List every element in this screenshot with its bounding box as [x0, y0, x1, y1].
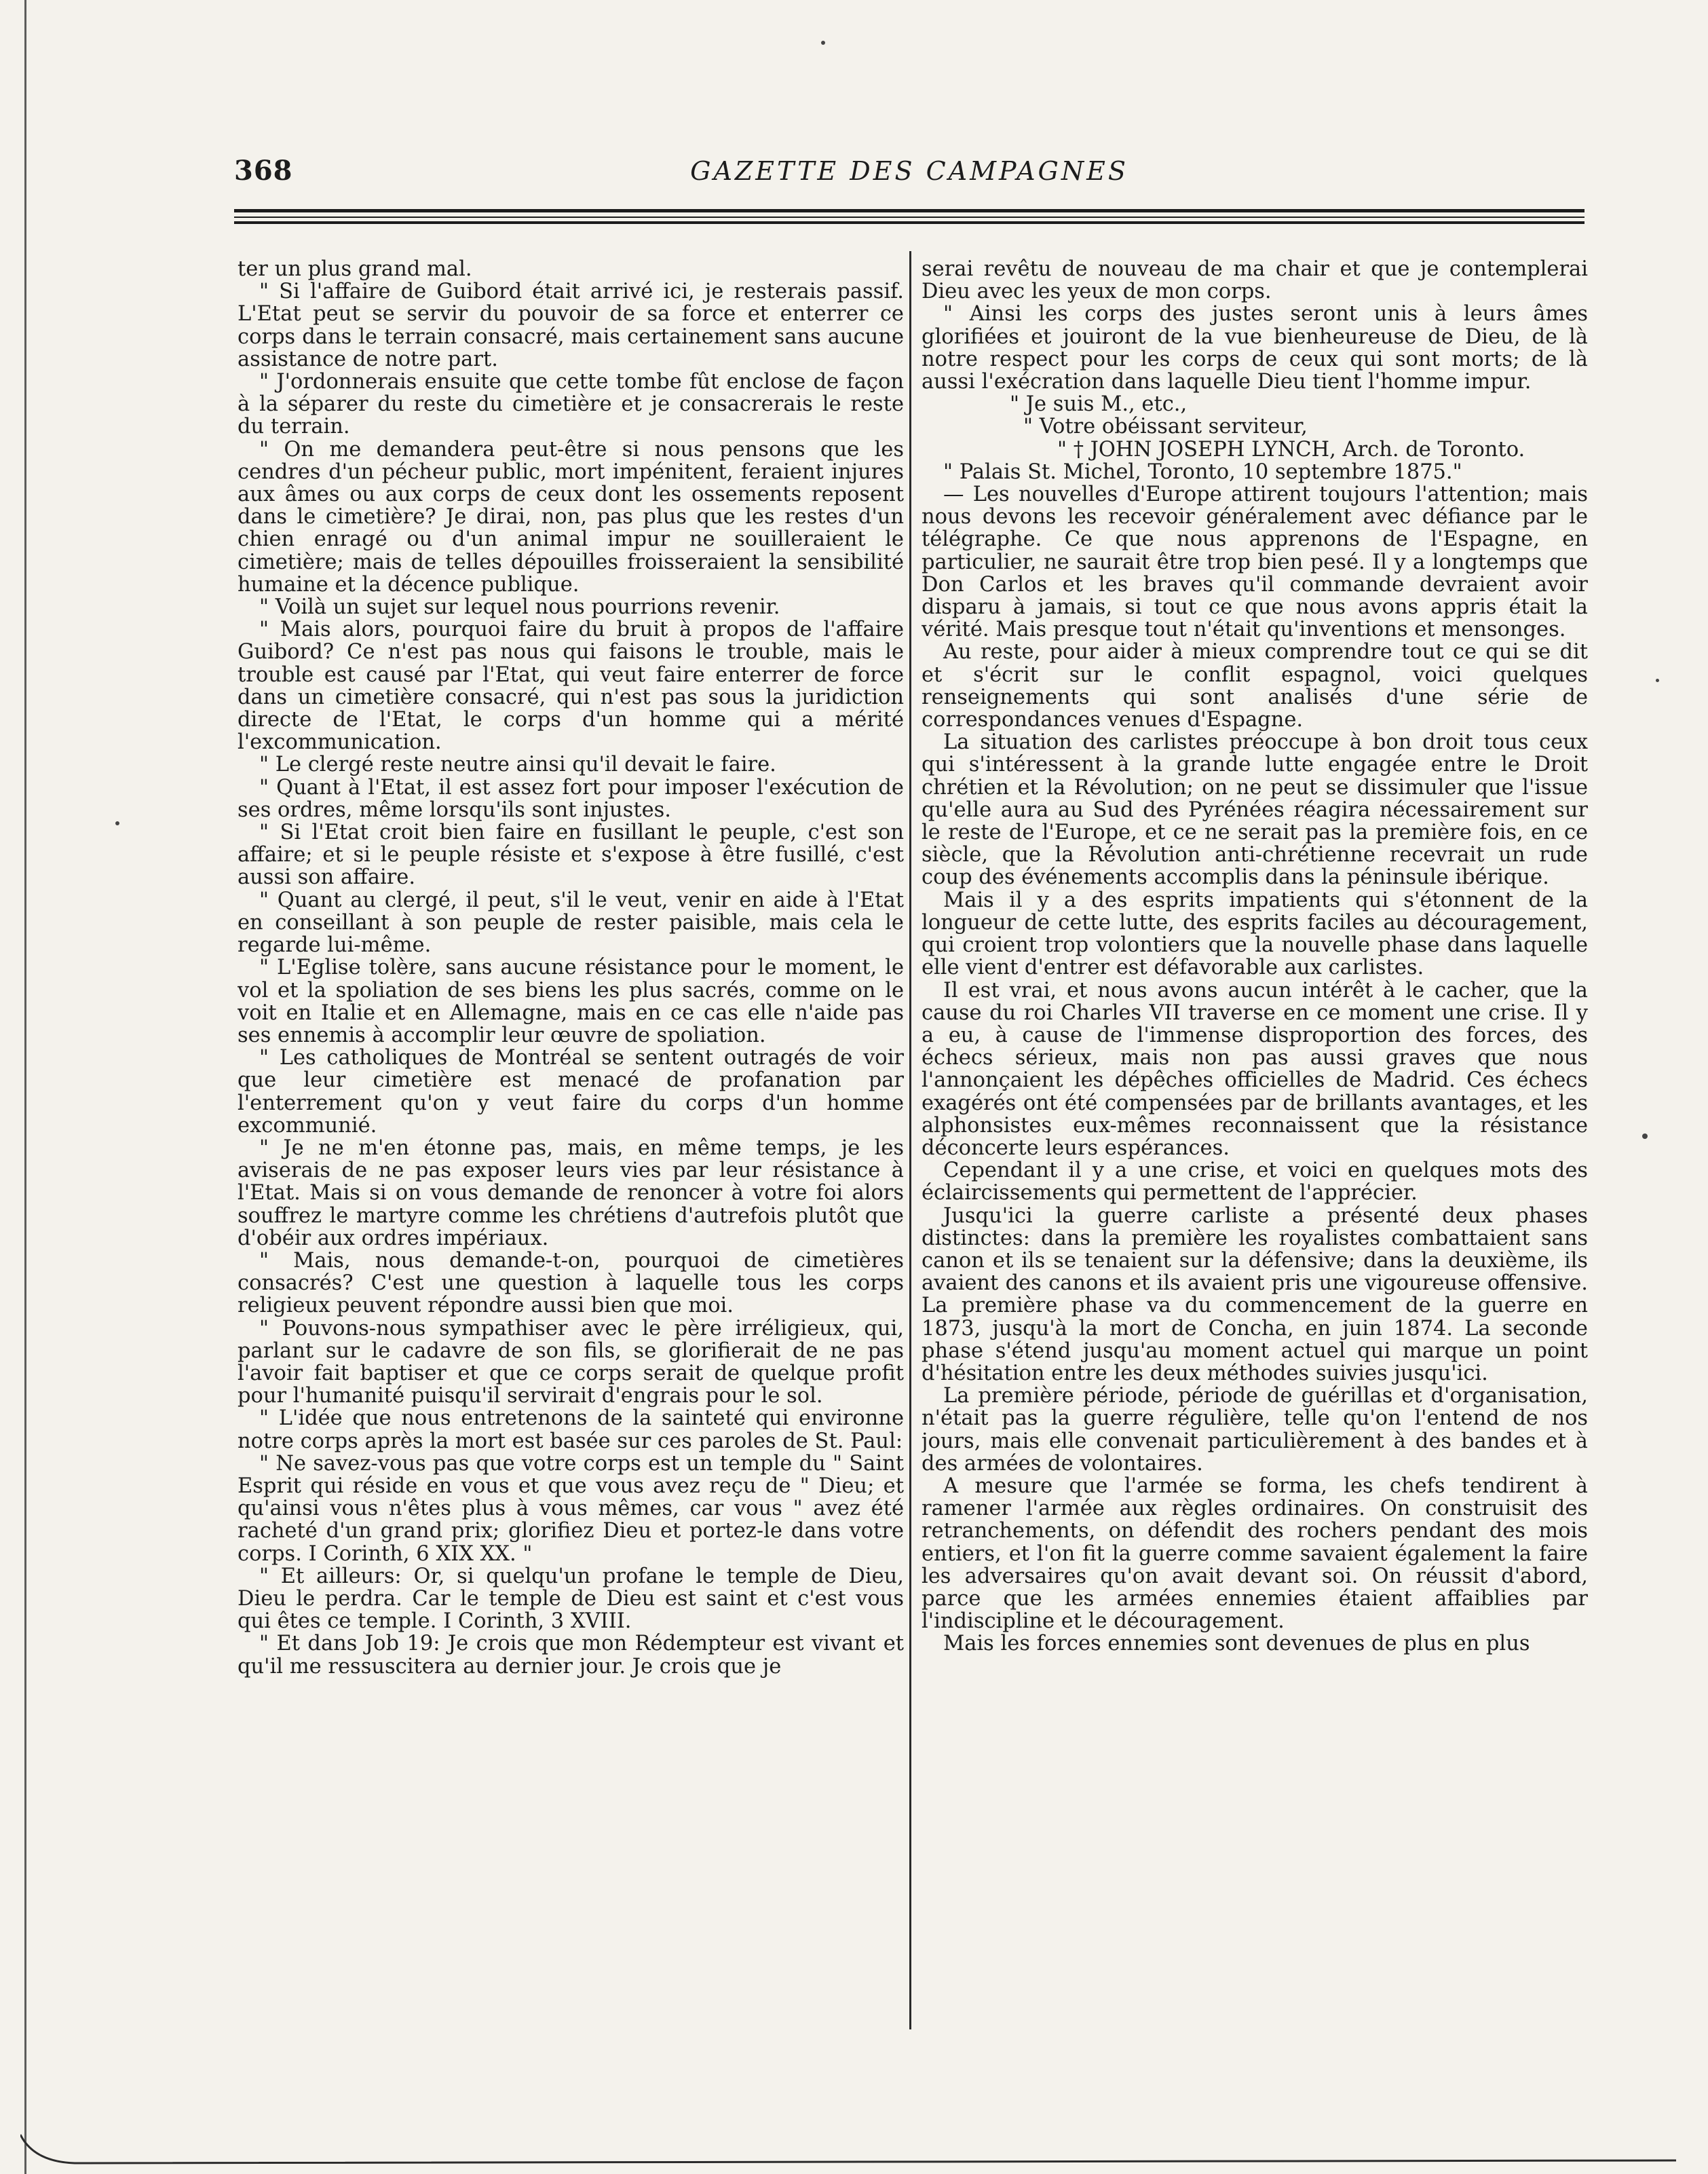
- paragraph: " Quant au clergé, il peut, s'il le veut, venir en aide à l'Etat en conseillant à son peuple de rester paisible, mais cela le regarde lui-même.: [238, 888, 904, 958]
- paragraph: " Mais alors, pourquoi faire du bruit à propos de l'affaire Guibord? Ce n'est pas nous qui faisons le trouble, mais le trouble est causé par l'Etat, qui veut faire enterrer de force dans un cimetière consacré, qui n'est pas sous la juridiction directe de l'Etat, le corps d'un homme qui a mérité l'excommunication.: [238, 618, 904, 755]
- paragraph: " Si l'Etat croit bien faire en fusillant le peuple, c'est son affaire; et si le peuple résiste et s'expose à être fusillé, c'est aussi son affaire.: [238, 821, 904, 890]
- paragraph: " Je ne m'en étonne pas, mais, en même temps, je les aviserais de ne pas exposer leurs vies par leur résistance à l'Etat. Mais si on vous demande de renoncer à votre foi alors souffrez le martyre comme les chrétiens d'autrefois plutôt que d'obéir aux ordres impériaux.: [238, 1136, 904, 1250]
- paragraph: Au reste, pour aider à mieux comprendre tout ce qui se dit et s'écrit sur le conflit espagnol, voici quelques renseignements qui sont analisés d'une série de correspondances venues d'Espagne.: [922, 640, 1588, 732]
- paragraph: " Les catholiques de Montréal se sentent outragés de voir que leur cimetière est menacé de profanation par l'enterrement qu'on y veut faire du corps d'un homme excommunié.: [238, 1046, 904, 1138]
- paragraph: Mais les forces ennemies sont devenues de plus en plus: [943, 1632, 1530, 1656]
- paragraph: " Palais St. Michel, Toronto, 10 septembre 1875.": [943, 460, 1462, 484]
- scan-speck: [821, 41, 825, 45]
- paragraph: " Quant à l'Etat, il est assez fort pour imposer l'exécution de ses ordres, même lorsqu'ils sont injustes.: [238, 775, 904, 822]
- paragraph: " Mais, nous demande-t-on, pourquoi de cimetières consacrés? C'est une question à laquelle tous les corps religieux peuvent répondre aussi bien que moi.: [238, 1248, 904, 1318]
- paragraph: " Ne savez-vous pas que votre corps est un temple du " Saint Esprit qui réside en vous et que vous avez reçu de " Dieu; et qu'ainsi vous n'êtes plus à vous mêmes, car vous " avez été racheté d'un grand prix; glorifiez Dieu et portez-le dans votre corps. I Corinth, 6 XIX XX. ": [238, 1451, 904, 1566]
- paragraph: Jusqu'ici la guerre carliste a présenté deux phases distinctes: dans la première les royalistes combattaient sans canon et ils se tenaient sur la défensive; dans la deuxième, ils avaient des canons et ils avaient pris une vigoureuse offensive. La première phase va du commencement de la guerre en 1873, jusqu'à la mort de Concha, en juin 1874. La seconde phase s'étend jusqu'au moment actuel qui marque un point d'hésitation entre les deux méthodes suivies jusqu'ici.: [922, 1203, 1588, 1385]
- right-column: [922, 258, 1588, 2023]
- paragraph: " † JOHN JOSEPH LYNCH, Arch. de Toronto.: [1057, 437, 1525, 462]
- page-edge-line: [24, 0, 26, 2174]
- paragraph: " L'idée que nous entretenons de la sainteté qui environne notre corps après la mort est basée sur ces paroles de St. Paul:: [238, 1406, 904, 1453]
- paragraph: " Pouvons-nous sympathiser avec le père irréligieux, qui, parlant sur le cadavre de son fils, se glorifierait de ne pas l'avoir fait baptiser et que ce corps serait de quelque profit pour l'humanité puisqu'il servirait d'engrais pour le sol.: [238, 1316, 904, 1408]
- paragraph: " J'ordonnerais ensuite que cette tombe fût enclose de façon à la séparer du reste du cimetière et je consacrerais le reste du terrain.: [238, 370, 904, 439]
- paragraph: " Et ailleurs: Or, si quelqu'un profane le temple de Dieu, Dieu le perdra. Car le temple de Dieu est saint et c'est vous qui êtes ce temple. I Corinth, 3 XVIII.: [238, 1564, 904, 1634]
- paragraph: Cependant il y a une crise, et voici en quelques mots des éclaircissements qui permettent de l'apprécier.: [922, 1159, 1588, 1205]
- header-rule-top: [234, 209, 1584, 212]
- paragraph: La situation des carlistes préoccupe à bon droit tous ceux qui s'intéressent à la grande lutte engagée entre le Droit chrétien et la Révolution; on ne peut se dissimuler que l'issue qu'elle aura au Sud des Pyrénées réagira nécessairement sur le reste de l'Europe, et ce ne serait pas la première fois, en ce siècle, que la Révolution anti-chrétienne recevrait un rude coup des événements accomplis dans la péninsule ibérique.: [922, 730, 1588, 890]
- paragraph: La première période, période de guérillas et d'organisation, n'était pas la guerre régulière, telle qu'on l'entend de nos jours, mais elle convenait particulièrement à des bandes et à des armées de volontaires.: [922, 1384, 1588, 1476]
- paragraph: " Le clergé reste neutre ainsi qu'il devait le faire.: [259, 753, 776, 777]
- paragraph: ter un plus grand mal.: [238, 258, 472, 281]
- scan-speck: [1656, 679, 1659, 682]
- paragraph: " Votre obéissant serviteur,: [1023, 415, 1308, 439]
- paragraph: " Si l'affaire de Guibord était arrivé ici, je resterais passif. L'Etat peut se servir du pouvoir de sa force et enterrer ce corps dans le terrain consacré, mais certainement sans aucune assistance de notre part.: [238, 280, 904, 371]
- scan-speck: [115, 821, 119, 825]
- header-rule-middle: [234, 217, 1584, 218]
- paragraph: serai revêtu de nouveau de ma chair et que je contemplerai Dieu avec les yeux de mon corps.: [922, 258, 1588, 304]
- paragraph: A mesure que l'armée se forma, les chefs tendirent à ramener l'armée aux règles ordinaires. On construisit des retranchements, on défendit des rochers pendant des mois entiers, et l'on fit la guerre comme savaient également la faire les adversaires qu'on avait devant soi. On réussit d'abord, parce que les armées ennemies étaient affaiblies par l'indiscipline et le découragement.: [922, 1474, 1588, 1634]
- left-column: [238, 258, 904, 2023]
- column-divider: [909, 251, 911, 2029]
- paragraph: Il est vrai, et nous avons aucun intérêt à le cacher, que la cause du roi Charles VII traverse en ce moment une crise. Il y a eu, à cause de l'immense disproportion des forces, des échecs sérieux, mais non pas aussi graves que nous l'annonçaient les dépêches officielles de Madrid. Ces échecs exagérés ont été compensées par de brillants avantages, et les alphonsistes eux-mêmes reconnaissent que la résistance déconcerte leurs espérances.: [922, 978, 1588, 1160]
- header-rule-bottom: [234, 221, 1584, 224]
- page-bottom-edge: [20, 2128, 1676, 2169]
- paragraph: " Et dans Job 19: Je crois que mon Rédempteur est vivant et qu'il me ressuscitera au dernier jour. Je crois que je: [238, 1632, 904, 1679]
- journal-title: GAZETTE DES CAMPAGNES: [690, 156, 1128, 186]
- paragraph: " Je suis M., etc.,: [1010, 392, 1188, 417]
- paragraph: " L'Eglise tolère, sans aucune résistance pour le moment, le vol et la spoliation de ses biens les plus sacrés, comme on le voit en Italie et en Allemagne, mais en ce cas elle n'aide pas ses ennemis à accomplir leur œuvre de spoliation.: [238, 956, 904, 1047]
- scan-speck: [1642, 1133, 1648, 1139]
- page-number: 368: [234, 155, 293, 187]
- paragraph: " Voilà un sujet sur lequel nous pourrions revenir.: [259, 595, 780, 620]
- paragraph: " On me demandera peut-être si nous pensons que les cendres d'un pécheur public, mort impénitent, feraient injures aux âmes ou aux corps de ceux dont les ossements reposent dans le cimetière? Je dirai, non, pas plus que les restes d'un chien enragé ou d'un animal impur ne souilleraient le cimetière; mais de telles dépouilles froisseraient la sensibilité humaine et la décence publique.: [238, 437, 904, 597]
- paragraph: Mais il y a des esprits impatients qui s'étonnent de la longueur de cette lutte, des esprits faciles au découragement, qui croient trop volontiers que la nouvelle phase dans laquelle elle vient d'entrer est défavorable aux carlistes.: [922, 888, 1588, 980]
- page-header: [234, 155, 1584, 195]
- paragraph: " Ainsi les corps des justes seront unis à leurs âmes glorifiées et jouiront de la vue bienheureuse de Dieu, de là notre respect pour les corps de ceux qui sont morts; de là aussi l'exécration dans laquelle Dieu tient l'homme impur.: [922, 302, 1588, 394]
- paragraph: — Les nouvelles d'Europe attirent toujours l'attention; mais nous devons les recevoir généralement avec défiance par le télégraphe. Ce que nous apprenons de l'Espagne, en particulier, ne saurait être trop bien pesé. Il y a longtemps que Don Carlos et les braves qu'il commande devraient avoir disparu à jamais, si tout ce que nous avons appris était la vérité. Mais presque tout n'était qu'inventions et mensonges.: [922, 483, 1588, 642]
